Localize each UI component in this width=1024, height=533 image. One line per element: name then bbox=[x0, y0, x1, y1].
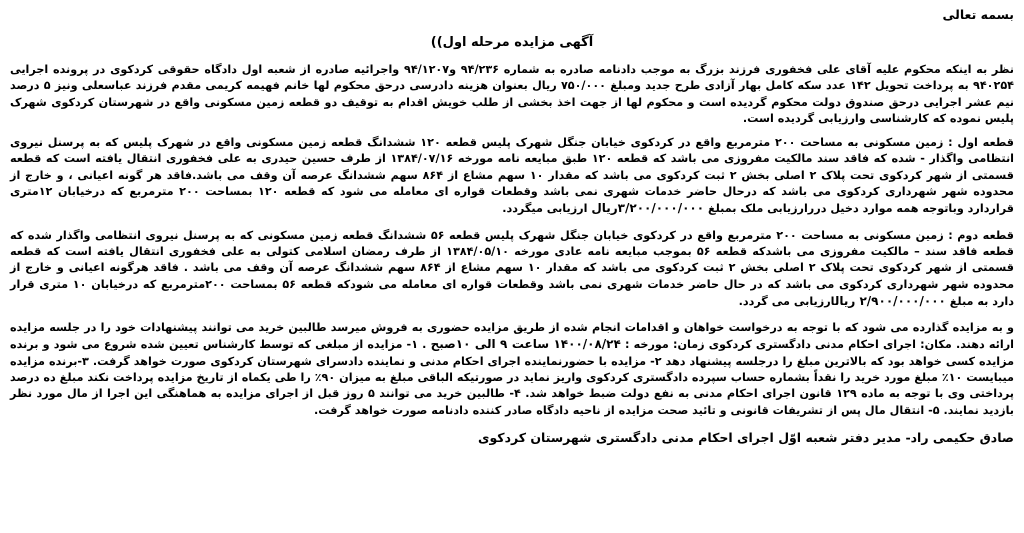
terms-text-end: . ۱- مزایده از مبلغی که توسط کارشناس تعیین شده شروع می شود و برنده مزایده کسی خواهد بود که بالاترین مبلغ را درجلسه پیشنهاد دهد ۲- مزایده با حضورنماینده اجرای احکام مدنی و نماینده دادسرای شهرستان کردکوی صورت خواهد گرفت. ۳-برنده مزایده میبایست ۱۰٪ مبلغ مورد خرید را نقداً بشماره حساب سپرده دادگستری کردکوی واریز نماید در صورتیکه الباقی مبلغ به میزان ۹۰٪ را طی یکماه از تاریخ مزایده پرداخت نکند مبلغ ده درصد پرداختی وی با توجه به ماده ۱۲۹ قانون اجرای احکام مدنی به نفع دولت ضبط خواهد شد. ۴- طالبین خرید می توانند ۵ روز قبل از اجرای مزایده به هماهنگی این اجرا از مال مورد نظر بازدید نمایند. ۵- انتقال مال پس از تشریفات قانونی و تائید صحت مزایده از ناحیه دادگاه صادر کننده دادنامه صورت خواهد گرفت. bbox=[10, 338, 1015, 417]
lot-1-paragraph bbox=[10, 135, 1014, 217]
lot-1-text-end: ارزیابی میگردد. bbox=[502, 202, 592, 216]
signature-line: صادق حکیمی راد- مدیر دفتر شعبه اوّل اجرای احکام مدنی دادگستری شهرستان کردکوی bbox=[478, 429, 1014, 445]
notice-title: آگهی مزایده مرحله اول)) bbox=[430, 35, 594, 50]
lot-1-amount: ۳/۲۰۰/۰۰۰/۰۰۰ریال bbox=[591, 201, 705, 216]
bismillah-heading: بسمه تعالی bbox=[942, 7, 1014, 22]
lot-2-amount: ۲/۹۰۰/۰۰۰/۰۰۰ ریال bbox=[834, 293, 946, 308]
auction-date-time: ۱۴۰۰/۰۸/۲۴ ساعت ۹ الی ۱۰صبح bbox=[430, 337, 621, 352]
terms-text: و به مزایده گذارده می شود که با توجه به درخواست خواهان و اقدامات انجام شده از طریق مزایده حضوری به فروش میرسد طالبین خرید می توانند پیشنهادات خود را در جلسه مزایده ارائه دهند. مکان: اجرای احکام مدنی دادگستری کردکوی زمان: مورخه : bbox=[10, 321, 1014, 352]
lot-2-text-end: ارزیابی می گردد. bbox=[738, 294, 835, 308]
intro-paragraph bbox=[10, 62, 1014, 127]
lot-2-paragraph bbox=[10, 228, 1014, 310]
intro-text: نظر به اینکه محکوم علیه آقای علی فخفوری فرزند بزرگ به موجب دادنامه صادره به شماره ۹۴/۲۳۶ و۹۴/۱۲۰۷ واجرائیه صادره از شعبه اول دادگاه حقوقی کردکوی در پرونده اجرایی ۹۴۰۲۵۴ به پرداخت تحویل ۱۴۲ عدد سکه کامل بهار آزادی طرح جدید ومبلغ ۷۵۰/۰۰۰ ریال بعنوان هزینه دادرسی درحق محکوم لها خانم فهیمه کریمی مقدم فرزند عباسعلی ونیز ۵ درصد نیم عشر اجرایی درحق صندوق دولت محکوم گردیده است و محکوم لها از جهت اخذ بخشی از طلب خویش اقدام به توقیف دو قطعه زمین مسکونی واقع در شهرستان کردکوی شهرک پلیس نموده که کارشناسی وارزیابی گردیده است. bbox=[10, 63, 1014, 125]
terms-paragraph bbox=[10, 320, 1014, 419]
lot-1-text: قطعه اول : زمین مسکونی به مساحت ۲۰۰ مترمربع واقع در کردکوی خیابان جنگل شهرک پلیس قطعه ۱۲۰ ششدانگ قطعه زمین مسکونی واقع در شهرک پلیس که به پرسنل نیروی انتظامی واگذار - شده که فاقد سند مالکیت مفروزی می باشد که قطعه ۱۲۰ طبق مبایعه نامه مورخه ۱۳۸۴/۰۷/۱۶ از طرف حسین حیدری به علی فخفوری انتقال یافته است که قطعه قسمتی از شهر کردکوی تحت پلاک ۲ اصلی بخش ۲ ثبت کردکوی می باشد که مقدار ۱۰ سهم مشاع از ۸۶۴ سهم ششدانگ عرصه آن وقف می باشد.فاقد هر گونه اعیانی ، و خارج از محدوده شهر شهرداری کردکوی می باشد که درحال حاضر خدمات شهری نمی باشد وقطعات قواره ای معامله می شود که قطعه ۱۲۰ بمساحت ۲۰۰ مترمربع که درخیابان ۱۲متری قراردارد وباتوجه همه موارد دخیل دررارزیابی ملک بمبلغ bbox=[10, 136, 1015, 216]
lot-2-text: قطعه دوم : زمین مسکونی به مساحت ۲۰۰ مترمربع واقع در کردکوی خیابان جنگل شهرک پلیس قطعه ۵۶ ششدانگ قطعه زمین مسکونی که به پرسنل نیروی انتظامی واگذار شده که قطعه فاقد سند – مالکیت مفروزی می باشدکه قطعه ۵۶ بموجب مبایعه نامه عادی مورخه ۱۳۸۴/۰۵/۱۰ از طرف رمضان اسلامی کتولی به علی فخفوری انتقال یافته است که قطعه قسمتی از شهر کردکوی تحت پلاک ۲ اصلی بخش ۲ ثبت کردکوی می باشد که مقدار ۱۰ سهم مشاع از ۸۶۴ سهم ششدانگ عرصه آن وقف می باشد . فاقد هرگونه اعیانی و خارج از محدوده شهر شهرداری کردکوی می باشد که در حال حاضر خدمات شهری نمی باشد وقطعات قواره ای معامله می شودکه قطعه ۵۶ بمساحت ۲۰۰مترمربع که درخیابان ۱۰ متری قرار دارد به مبلغ bbox=[10, 228, 1015, 308]
